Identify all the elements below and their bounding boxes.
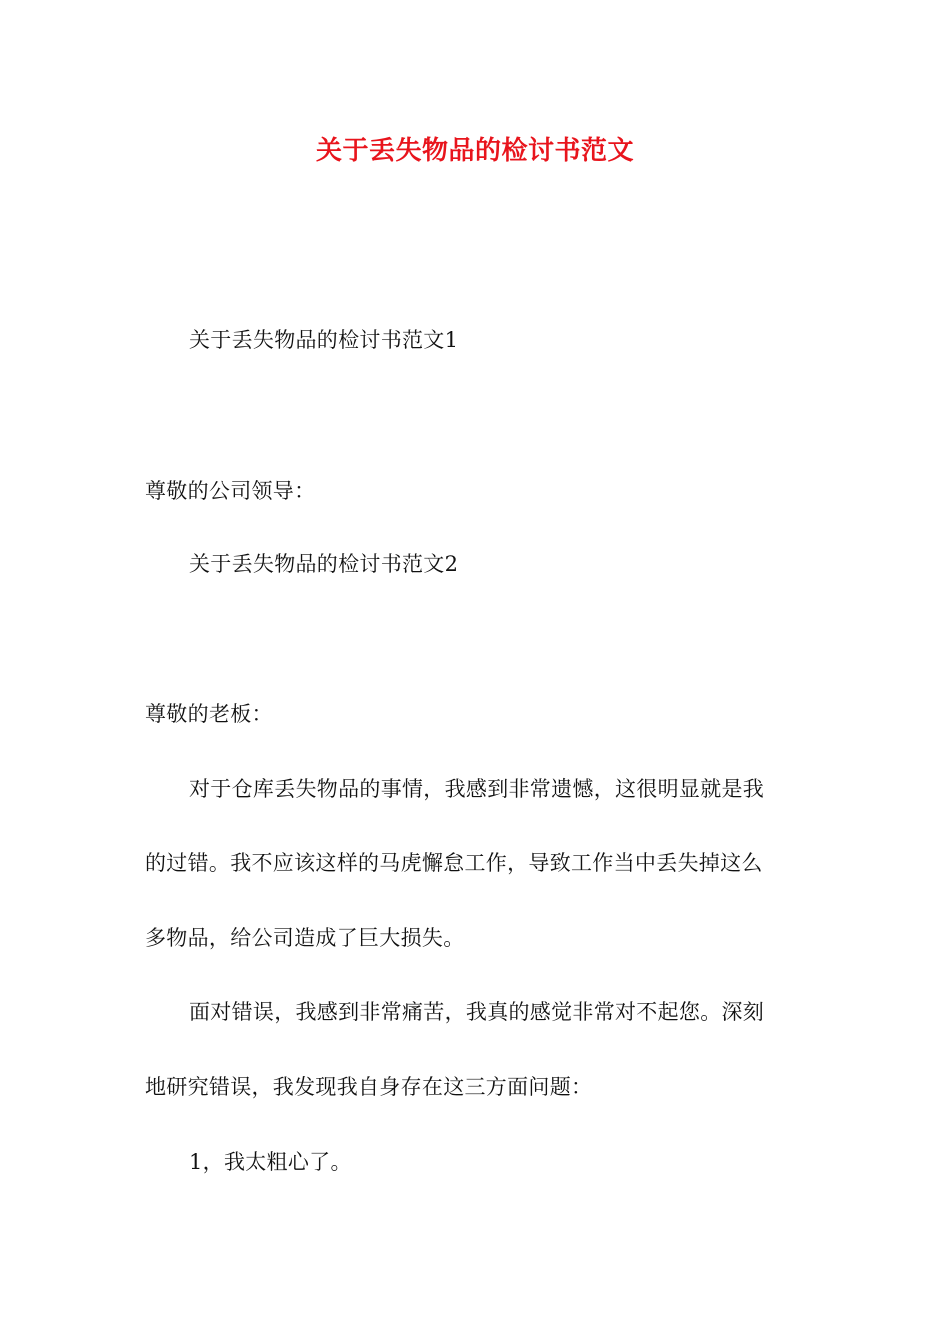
salutation-2: 尊敬的老板： [145, 702, 273, 726]
paragraph-line: 对于仓库丢失物品的事情，我感到非常遗憾，这很明显就是我 [189, 777, 765, 801]
document-title: 关于丢失物品的检讨书范文 [315, 136, 634, 166]
section-heading-2: 关于丢失物品的检讨书范文2 [189, 552, 459, 576]
paragraph-line: 面对错误，我感到非常痛苦，我真的感觉非常对不起您。深刻 [189, 1000, 765, 1024]
salutation-1: 尊敬的公司领导： [145, 479, 316, 503]
paragraph-line: 地研究错误，我发现我自身存在这三方面问题： [145, 1075, 593, 1099]
list-item: 1，我太粗心了。 [189, 1150, 352, 1174]
paragraph-line: 的过错。我不应该这样的马虎懈怠工作，导致工作当中丢失掉这么 [145, 851, 763, 875]
section-heading-1: 关于丢失物品的检讨书范文1 [189, 328, 459, 352]
paragraph-line: 多物品，给公司造成了巨大损失。 [145, 926, 465, 950]
